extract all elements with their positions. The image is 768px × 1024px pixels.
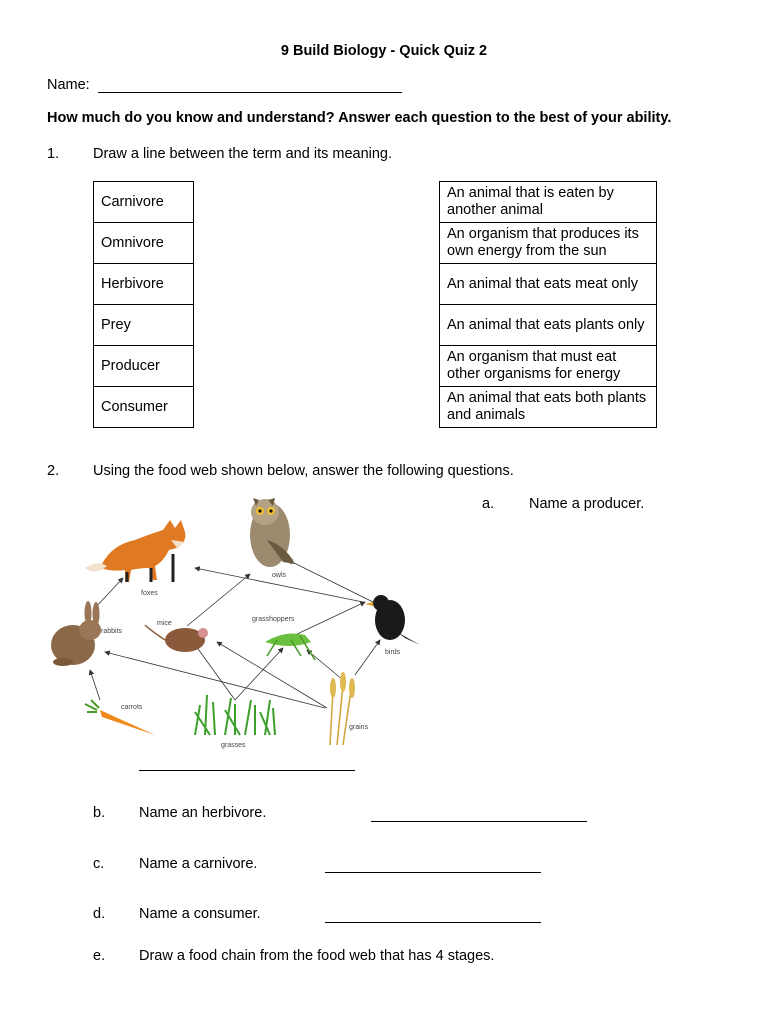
fox-icon: [85, 520, 185, 582]
grasshopper-icon: [265, 634, 315, 660]
term-cell[interactable]: Herbivore: [94, 264, 194, 305]
sub-e-text: Draw a food chain from the food web that has 4 stages.: [139, 948, 495, 964]
label-grasshoppers: grasshoppers: [252, 616, 295, 623]
sub-a-letter: a.: [482, 496, 495, 512]
sub-d-text: Name a consumer.: [139, 906, 261, 922]
term-cell[interactable]: Consumer: [94, 387, 194, 428]
term-cell[interactable]: Carnivore: [94, 182, 194, 223]
name-row: [47, 77, 402, 93]
label-mice: mice: [157, 620, 172, 627]
page-title: 9 Build Biology - Quick Quiz 2: [280, 43, 488, 59]
label-carrots: carrots: [121, 704, 143, 711]
label-birds: birds: [385, 649, 401, 656]
grass-icon: [195, 695, 275, 735]
label-foxes: foxes: [141, 590, 158, 597]
question-1-number: 1.: [47, 146, 60, 162]
term-cell[interactable]: Omnivore: [94, 223, 194, 264]
name-label: Name:: [47, 77, 90, 93]
meanings-table: [439, 181, 657, 428]
instructions: How much do you know and understand? Answer each question to the best of your ability.: [47, 110, 672, 126]
meaning-cell[interactable]: An animal that is eaten by another animal: [440, 182, 657, 223]
rabbit-icon: [51, 601, 101, 666]
terms-table: [93, 181, 194, 428]
answer-c-line[interactable]: [325, 858, 541, 873]
carrot-icon: [85, 700, 155, 735]
question-2-number: 2.: [47, 463, 60, 479]
bird-icon: [365, 595, 420, 645]
mouse-icon: [145, 625, 208, 652]
label-grains: grains: [349, 724, 369, 731]
meaning-cell[interactable]: An organism that must eat other organisms for energy: [440, 346, 657, 387]
question-2-text: Using the food web shown below, answer the following questions.: [93, 463, 514, 479]
food-web-arrows: [90, 560, 380, 708]
grain-icon: [330, 672, 355, 745]
sub-d-letter: d.: [93, 906, 106, 922]
label-grasses: grasses: [221, 742, 246, 749]
sub-b-letter: b.: [93, 805, 106, 821]
question-1-text: Draw a line between the term and its meaning.: [93, 146, 393, 162]
answer-a-line[interactable]: [139, 756, 355, 771]
answer-b-line[interactable]: [371, 807, 587, 822]
sub-e-letter: e.: [93, 948, 106, 964]
term-cell[interactable]: Prey: [94, 305, 194, 346]
meaning-cell[interactable]: An animal that eats meat only: [440, 264, 657, 305]
meaning-cell[interactable]: An animal that eats plants only: [440, 305, 657, 346]
sub-c-letter: c.: [93, 856, 105, 872]
sub-b-text: Name an herbivore.: [139, 805, 267, 821]
label-owls: owls: [272, 572, 287, 579]
meaning-cell[interactable]: An organism that produces its own energy from the sun: [440, 223, 657, 264]
name-field[interactable]: [98, 78, 402, 93]
meaning-cell[interactable]: An animal that eats both plants and animals: [440, 387, 657, 428]
sub-a-text: Name a producer.: [529, 496, 645, 512]
sub-c-text: Name a carnivore.: [139, 856, 258, 872]
label-rabbits: rabbits: [101, 628, 123, 635]
answer-d-line[interactable]: [325, 908, 541, 923]
owl-icon: [250, 498, 295, 567]
term-cell[interactable]: Producer: [94, 346, 194, 387]
food-web-diagram: [45, 490, 430, 755]
